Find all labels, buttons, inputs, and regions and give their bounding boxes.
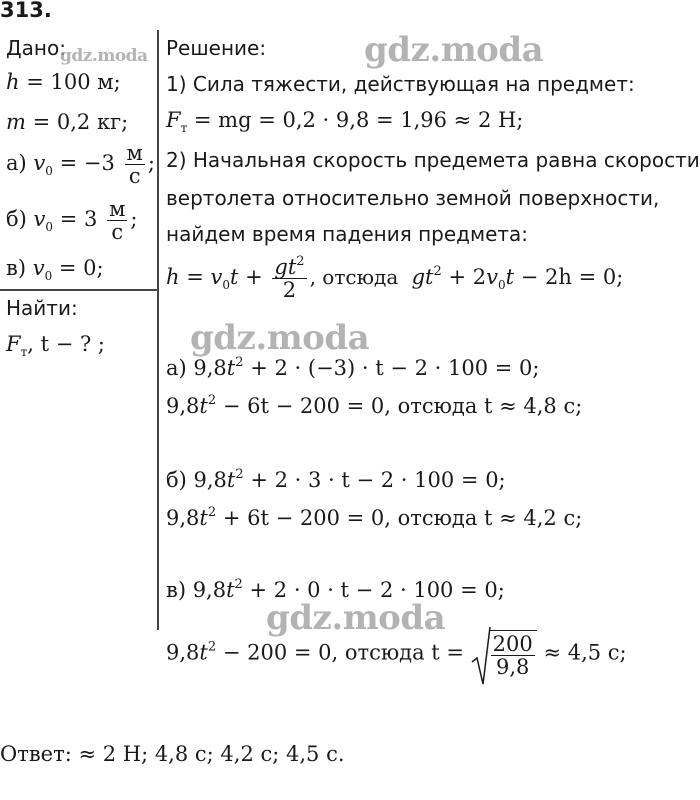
find-values: $F_т$, t − ? ; — [6, 332, 105, 359]
given-label: Дано: — [6, 36, 66, 60]
watermark-logo: gdz.moda — [364, 30, 544, 70]
given-mass: m = 0,2 кг; — [6, 110, 129, 134]
step-2-line-1: 2) Начальная скорость предемета равна скорости — [166, 148, 700, 172]
vertical-divider — [157, 30, 159, 630]
solution-title: Решение: — [166, 36, 267, 60]
problem-number: 313. — [0, 0, 52, 22]
given-velocity-v: в) $v_0 = 0$; — [6, 256, 104, 283]
watermark-logo: gdz.moda — [60, 46, 148, 66]
given-divider — [0, 289, 157, 291]
gravity-equation: $F_т$ = mg = 0,2 · 9,8 = 1,96 ≈ 2 Н; — [166, 108, 524, 135]
find-label: Найти: — [6, 296, 78, 320]
case-v-equation-1: в) $9,8t^2 + 2 \cdot 0 \cdot t - 2 \cdot 100 = 0$; — [166, 577, 505, 602]
step-2-line-3: найдем время падения предмета: — [166, 222, 529, 246]
watermark-logo: gdz.moda — [190, 318, 370, 358]
step-2-line-2: вертолета относительно земной поверхности, — [166, 186, 660, 210]
given-velocity-a: а) $v_0 = -3$ $\frac{м}{с}$ ; — [6, 141, 155, 188]
case-a-equation-1: а) $9,8t^2 + 2 \cdot (-3) \cdot t - 2 \cdot 100 = 0$; — [166, 355, 540, 380]
case-b-equation-2: $9,8t^2 + 6t - 200 = 0$, отсюда t ≈ 4,2 с; — [166, 505, 583, 530]
case-b-equation-1: б) $9,8t^2 + 2 \cdot 3 \cdot t - 2 \cdot 100 = 0$; — [166, 467, 506, 492]
case-v-equation-2: $9,8t^2 - 200 = 0$, отсюда t = $\frac{200}{9,8}$ ≈ 4,5 с; — [166, 630, 627, 678]
step-1-text: 1) Сила тяжести, действующая на предмет: — [166, 72, 635, 96]
answer: Ответ: ≈ 2 Н; 4,8 с; 4,2 с; 4,5 с. — [0, 742, 345, 766]
square-root: $\frac{200}{9,8}$ — [471, 630, 537, 678]
given-velocity-b: б) $v_0 = 3$ $\frac{м}{с}$ ; — [6, 197, 138, 244]
radical-sign-icon — [471, 626, 491, 688]
case-a-equation-2: $9,8t^2 - 6t - 200 = 0$, отсюда t ≈ 4,8 с; — [166, 393, 583, 418]
watermark-logo: gdz.moda — [266, 598, 446, 638]
given-height: h = 100 м; — [6, 70, 121, 94]
motion-equation: $h = v_0t$ + $\frac{gt^2}{2}$ , отсюда $gt^2 + 2v_0t - 2h = 0$; — [166, 254, 624, 302]
